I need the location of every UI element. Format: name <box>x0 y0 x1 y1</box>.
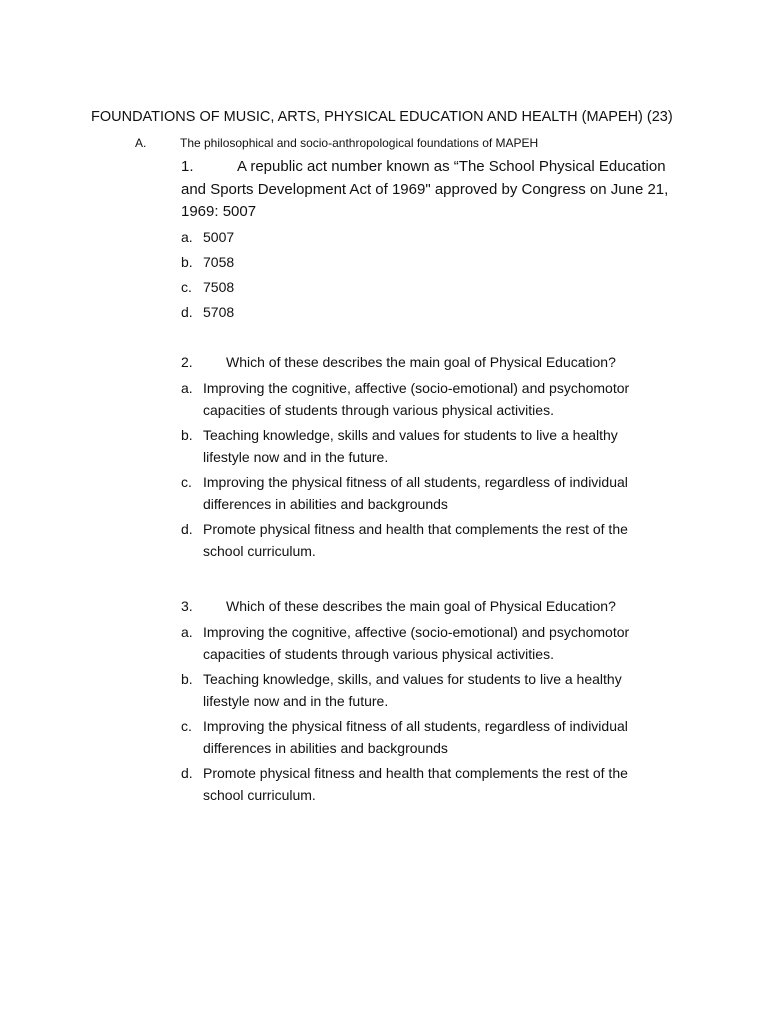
option-text: 5007 <box>203 229 235 245</box>
option-letter: b. <box>181 671 193 687</box>
option-item <box>181 518 663 562</box>
option-text: Improving the physical fitness of all students, regardless of individual differences in abilities and backgrounds <box>203 718 628 756</box>
option-letter: a. <box>181 380 193 396</box>
section-letter: A. <box>135 136 147 150</box>
option-item <box>181 277 481 302</box>
option-letter: a. <box>181 229 193 245</box>
question-number: 3. <box>181 598 193 614</box>
option-item <box>181 668 663 712</box>
question-number: 1. <box>181 158 194 175</box>
question-3-options <box>181 621 663 809</box>
question-1 <box>181 156 676 224</box>
option-text: 7508 <box>203 279 235 295</box>
option-text: Promote physical fitness and health that complements the rest of the school curriculum. <box>203 765 628 803</box>
option-letter: d. <box>181 304 193 320</box>
option-text: 5708 <box>203 304 235 320</box>
option-letter: b. <box>181 254 193 270</box>
option-letter: c. <box>181 279 192 295</box>
question-2-options <box>181 377 663 565</box>
option-text: Improving the physical fitness of all students, regardless of individual differences in abilities and backgrounds <box>203 474 628 512</box>
option-text: Teaching knowledge, skills and values for students to live a healthy lifestyle now and in the future. <box>203 427 618 465</box>
question-3 <box>181 598 616 614</box>
question-1-options <box>181 227 481 327</box>
option-item <box>181 252 481 277</box>
option-text: Teaching knowledge, skills, and values for students to live a healthy lifestyle now and in the future. <box>203 671 622 709</box>
question-number: 2. <box>181 354 193 370</box>
question-text: A republic act number known as “The School Physical Education and Sports Development Act of 1969" approved by Congress on June 21, 1969: 5007 <box>181 158 669 220</box>
option-letter: d. <box>181 521 193 537</box>
option-item <box>181 302 481 327</box>
option-item <box>181 424 663 468</box>
document-title: FOUNDATIONS OF MUSIC, ARTS, PHYSICAL EDUCATION AND HEALTH (MAPEH) (23) <box>91 109 673 125</box>
option-item <box>181 762 663 806</box>
section-title: The philosophical and socio-anthropological foundations of MAPEH <box>180 136 539 150</box>
option-item <box>181 471 663 515</box>
option-letter: d. <box>181 765 193 781</box>
option-text: 7058 <box>203 254 235 270</box>
option-item <box>181 377 663 421</box>
option-item <box>181 715 663 759</box>
option-letter: c. <box>181 474 192 490</box>
question-text: Which of these describes the main goal of Physical Education? <box>226 598 616 614</box>
question-2 <box>181 354 616 370</box>
option-letter: b. <box>181 427 193 443</box>
option-letter: a. <box>181 624 193 640</box>
option-item <box>181 227 481 252</box>
question-text: Which of these describes the main goal of Physical Education? <box>226 354 616 370</box>
option-letter: c. <box>181 718 192 734</box>
option-text: Promote physical fitness and health that complements the rest of the school curriculum. <box>203 521 628 559</box>
option-text: Improving the cognitive, affective (socio-emotional) and psychomotor capacities of students through various physical activities. <box>203 380 630 418</box>
option-item <box>181 621 663 665</box>
section-heading <box>135 136 538 150</box>
option-text: Improving the cognitive, affective (socio-emotional) and psychomotor capacities of students through various physical activities. <box>203 624 630 662</box>
